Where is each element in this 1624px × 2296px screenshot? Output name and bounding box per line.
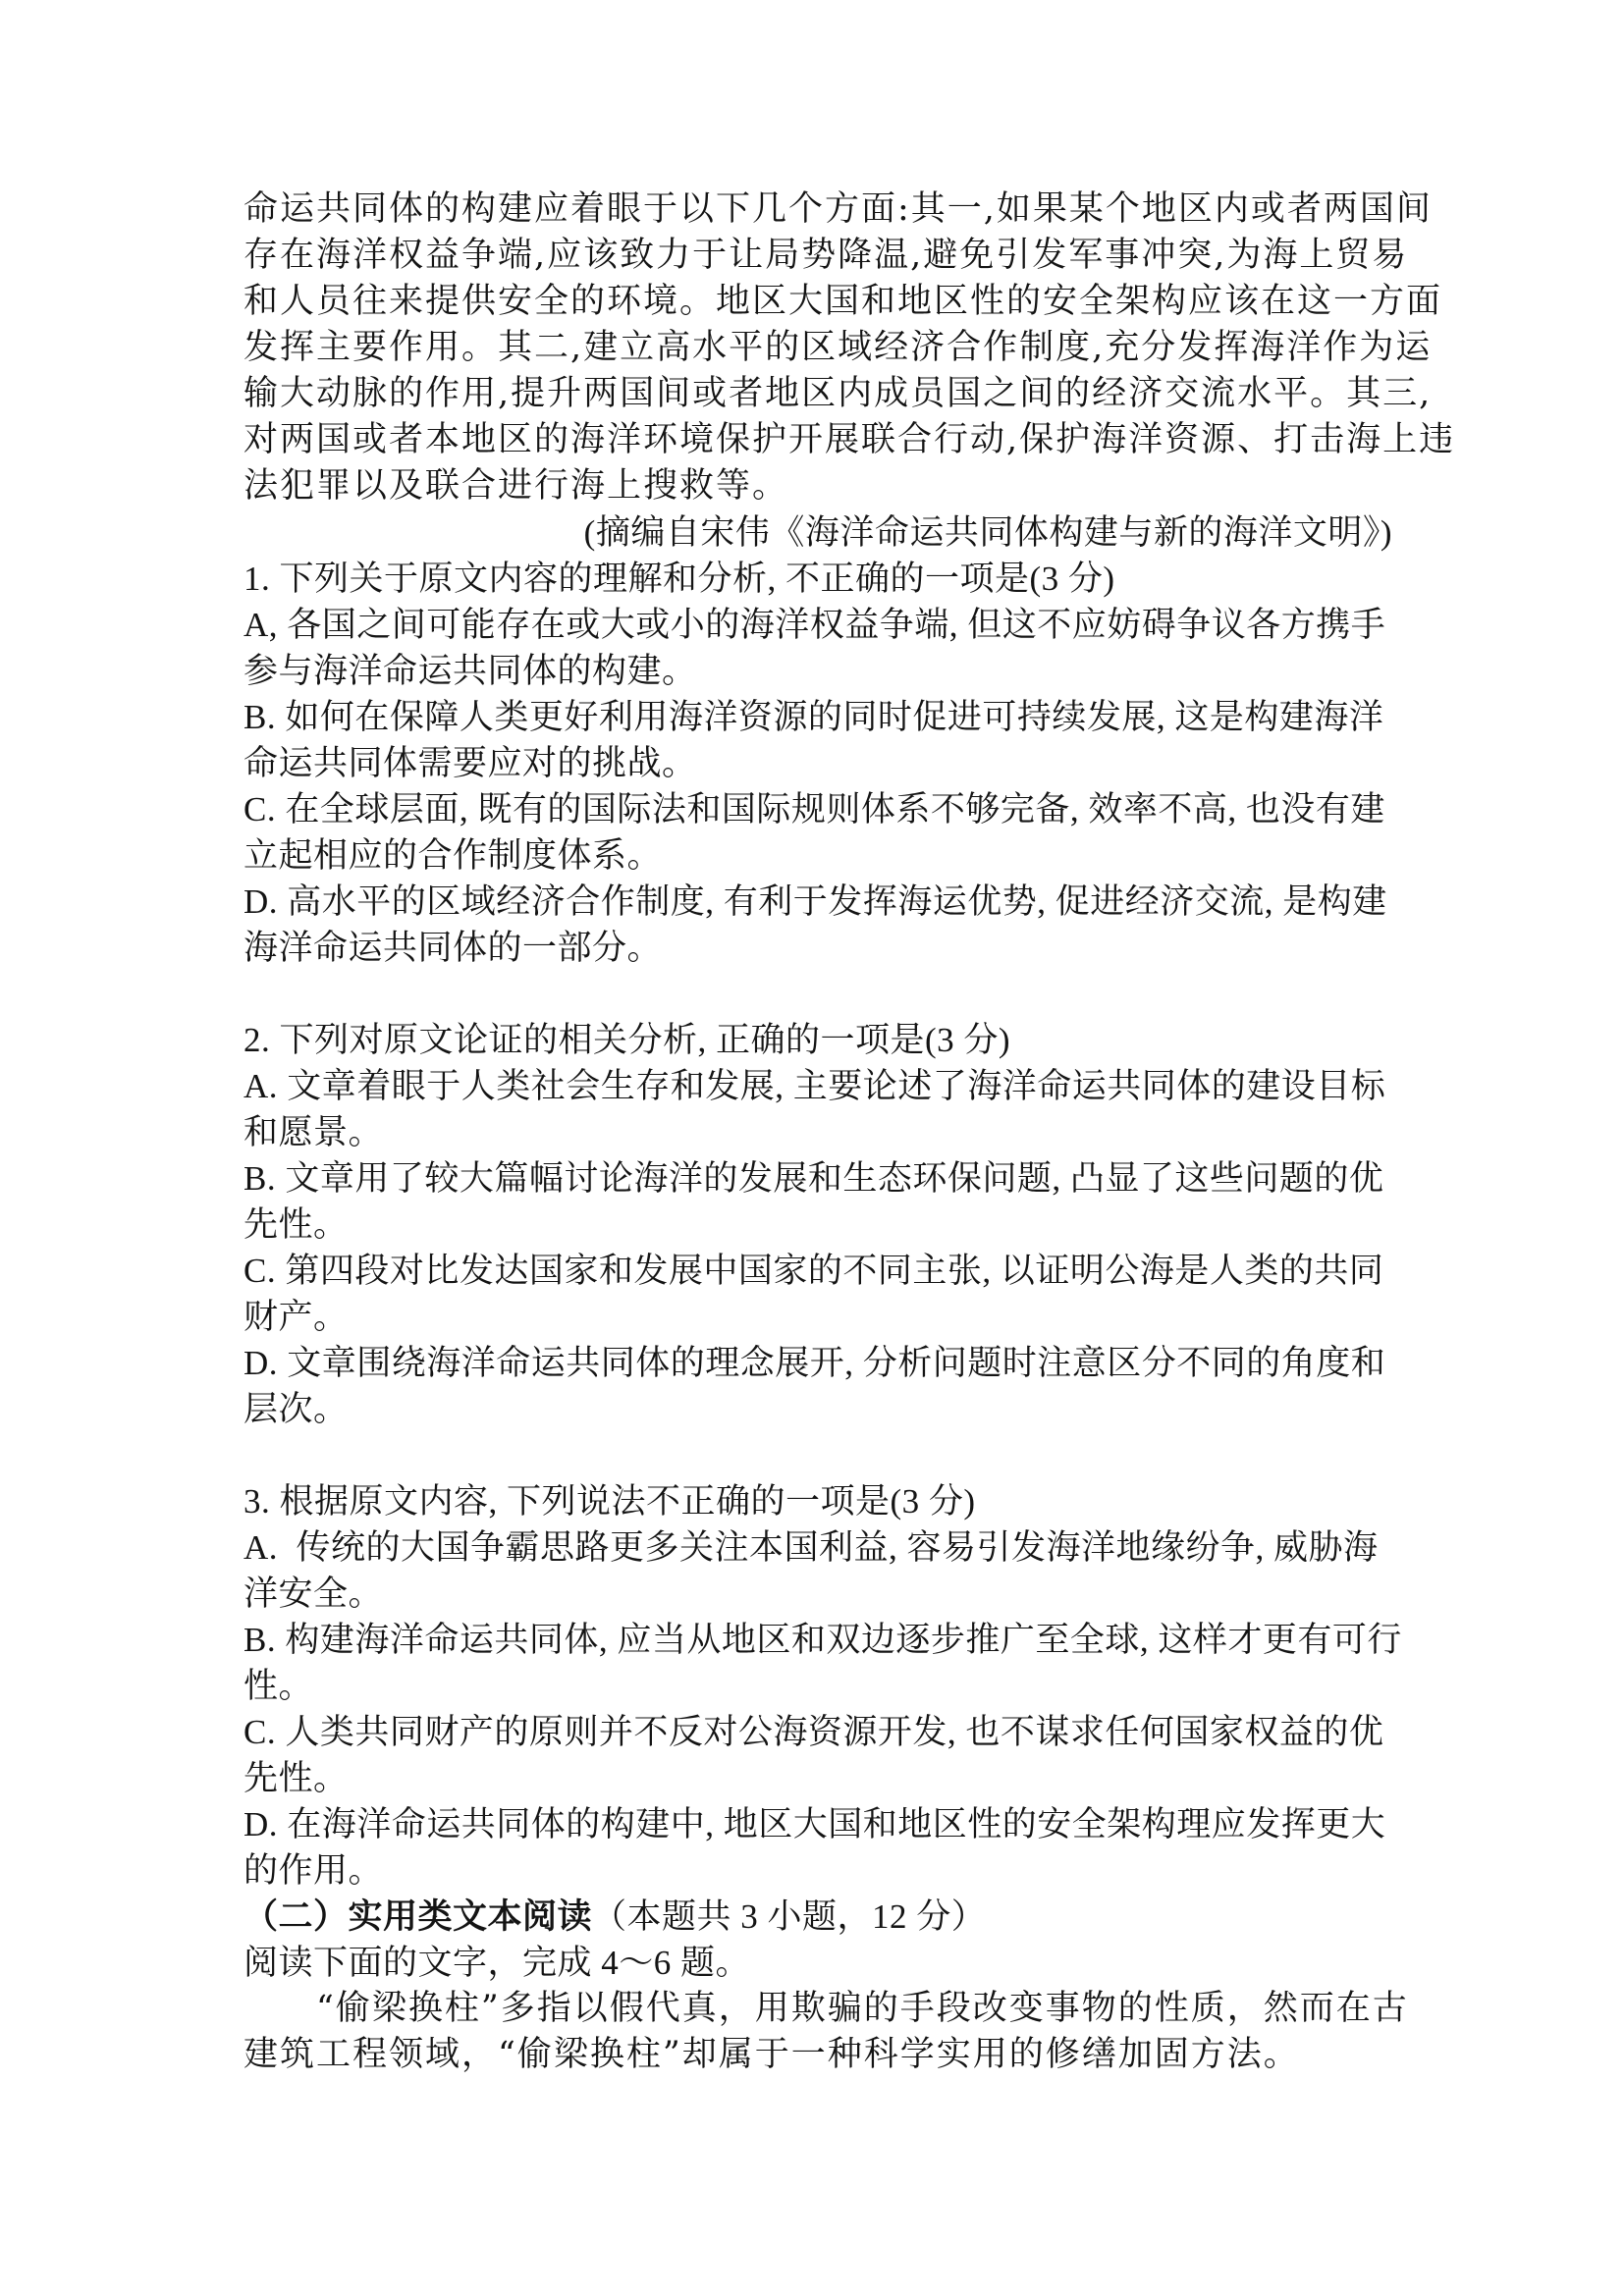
question-line: 2. 下列对原文论证的相关分析, 正确的一项是(3 分): [244, 1021, 1011, 1059]
section-heading: [244, 1894, 1392, 1940]
option-line: D. 文章围绕海洋命运共同体的理念展开, 分析问题时注意区分不同的角度和: [244, 1344, 1386, 1382]
passage-line: 存在海洋权益争端,应该致力于让局势降温,避免引发军事冲突,为海上贸易: [244, 236, 1409, 275]
option-line: B. 构建海洋命运共同体, 应当从地区和双边逐步推广至全球, 这样才更有可行: [244, 1621, 1402, 1659]
option-line: A, 各国之间可能存在或大或小的海洋权益争端, 但这不应妨碍争议各方携手: [244, 606, 1386, 644]
option-line: 立起相应的合作制度体系。: [244, 836, 663, 875]
section-heading-meta: （本题共 3 小题，12 分）: [592, 1897, 987, 1936]
option-line: 和愿景。: [244, 1113, 384, 1151]
passage-line: 输大动脉的作用,提升两国间或者地区内成员国之间的经济交流水平。其三,: [244, 374, 1433, 413]
passage-line: 法犯罪以及联合进行海上搜救等。: [244, 466, 789, 506]
option-line: A. 传统的大国争霸思路更多关注本国利益, 容易引发海洋地缘纷争, 威胁海: [244, 1528, 1379, 1567]
passage-line: 和人员往来提供安全的环境。地区大国和地区性的安全架构应该在这一方面: [244, 282, 1443, 321]
passage-line: “偷梁换柱”多指以假代真，用欺骗的手段改变事物的性质，然而在古: [316, 1989, 1409, 2028]
option-line: B. 文章用了较大篇幅讨论海洋的发展和生态环保问题, 凸显了这些问题的优: [244, 1159, 1384, 1198]
option-line: D. 高水平的区域经济合作制度, 有利于发挥海运优势, 促进经济交流, 是构建: [244, 882, 1387, 921]
passage-line: 对两国或者本地区的海洋环境保护开展联合行动,保护海洋资源、打击海上违: [244, 420, 1456, 459]
document-lines: [244, 187, 1456, 2078]
option-line: 先性。: [244, 1759, 349, 1797]
option-line: 性。: [244, 1667, 314, 1705]
option-line: C. 第四段对比发达国家和发展中国家的不同主张, 以证明公海是人类的共同: [244, 1252, 1384, 1290]
section-heading-title: （二）实用类文本阅读: [244, 1897, 593, 1936]
passage-line: 建筑工程领域，“偷梁换柱”却属于一种科学实用的修缮加固方法。: [244, 2035, 1300, 2074]
option-line: 的作用。: [244, 1851, 384, 1890]
attribution-line: (摘编自宋伟《海洋命运共同体构建与新的海洋文明》): [583, 513, 1392, 552]
passage-line: 发挥主要作用。其二,建立高水平的区域经济合作制度,充分发挥海洋作为运: [244, 328, 1433, 367]
option-line: 先性。: [244, 1205, 349, 1244]
option-line: 参与海洋命运共同体的构建。: [244, 652, 697, 690]
option-line: B. 如何在保障人类更好利用海洋资源的同时促进可持续发展, 这是构建海洋: [244, 698, 1384, 736]
blank-line: [244, 971, 1392, 1017]
option-line: 层次。: [244, 1390, 349, 1428]
passage-line: 命运共同体的构建应着眼于以下几个方面:其一,如果某个地区内或者两国间: [244, 189, 1433, 229]
option-line: 海洋命运共同体的一部分。: [244, 929, 663, 967]
blank-line: [244, 1432, 1392, 1478]
question-line: 3. 根据原文内容, 下列说法不正确的一项是(3 分): [244, 1482, 976, 1521]
option-line: D. 在海洋命运共同体的构建中, 地区大国和地区性的安全架构理应发挥更大: [244, 1805, 1386, 1843]
option-line: 命运共同体需要应对的挑战。: [244, 744, 697, 782]
option-line: A. 文章着眼于人类社会生存和发展, 主要论述了海洋命运共同体的建设目标: [244, 1067, 1386, 1105]
option-line: 财产。: [244, 1298, 349, 1336]
question-line: 1. 下列关于原文内容的理解和分析, 不正确的一项是(3 分): [244, 560, 1115, 598]
option-line: C. 人类共同财产的原则并不反对公海资源开发, 也不谋求任何国家权益的优: [244, 1713, 1384, 1751]
instruction-line: 阅读下面的文字，完成 4～6 题。: [244, 1944, 751, 1982]
option-line: 洋安全。: [244, 1575, 384, 1613]
option-line: C. 在全球层面, 既有的国际法和国际规则体系不够完备, 效率不高, 也没有建: [244, 790, 1385, 828]
